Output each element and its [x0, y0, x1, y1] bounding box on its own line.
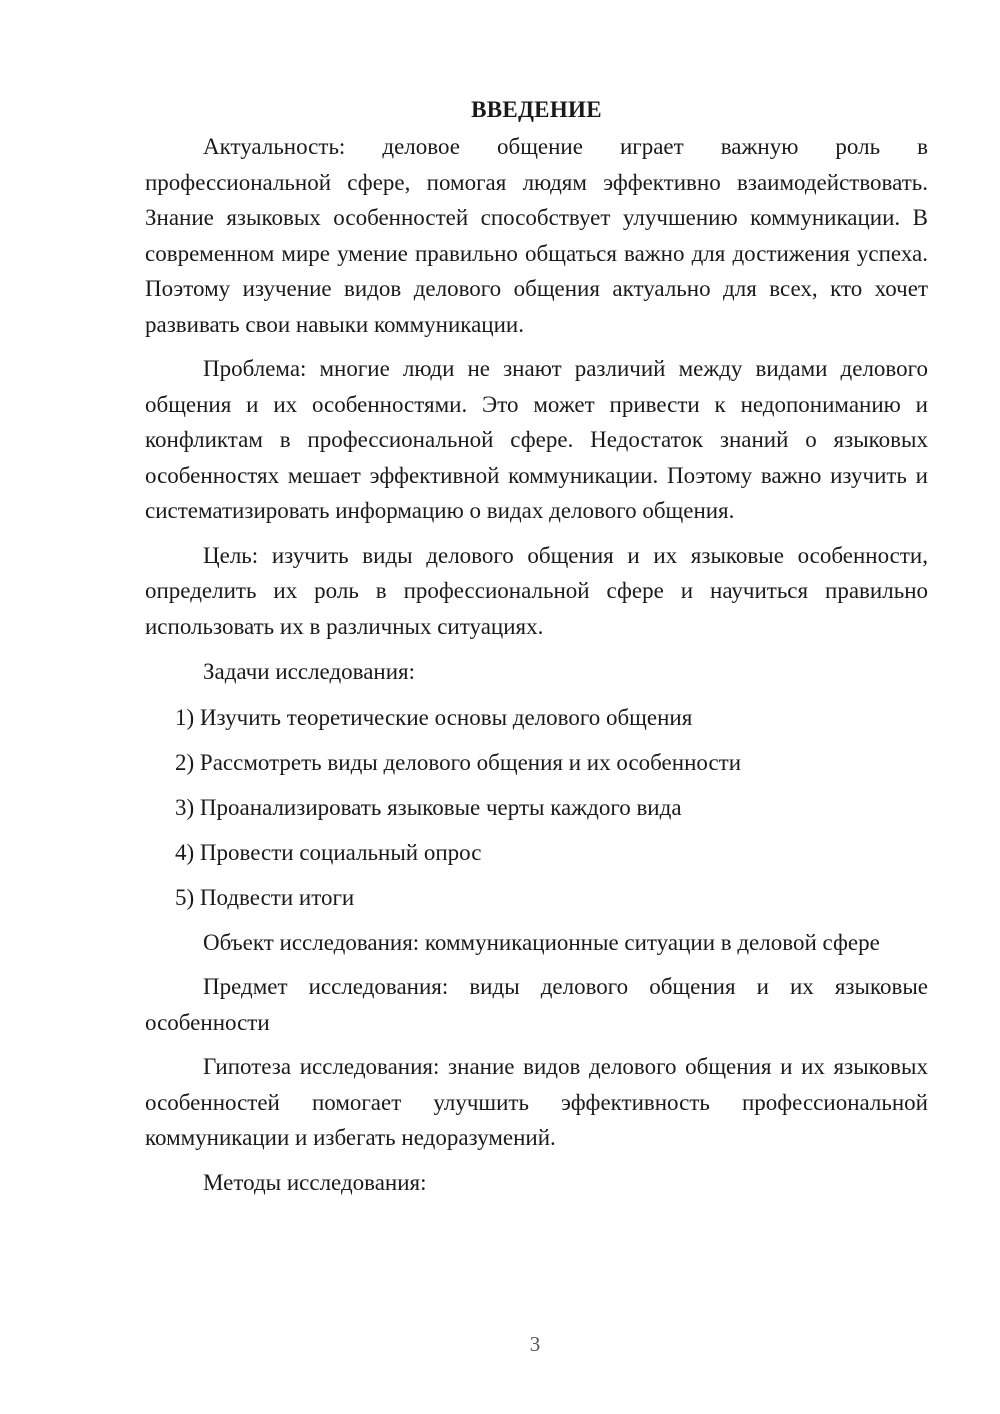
task-item-2: 2) Рассмотреть виды делового общения и их особенности: [175, 749, 742, 775]
task-item-4: 4) Провести социальный опрос: [175, 839, 482, 865]
task-item-1: 1) Изучить теоретические основы делового общения: [175, 704, 693, 730]
goal-paragraph: Цель: изучить виды делового общения и их языковые особенности, определить их роль в профессиональной сфере и научиться правильно использовать их в различных ситуациях.: [145, 542, 928, 639]
task-item-3: 3) Проанализировать языковые черты каждого вида: [175, 794, 682, 820]
tasks-heading: Задачи исследования:: [203, 659, 416, 684]
section-title: ВВЕДЕНИЕ: [471, 97, 602, 122]
task-item-5: 5) Подвести итоги: [175, 884, 355, 910]
relevance-paragraph: Актуальность: деловое общение играет важную роль в профессиональной сфере, помогая людям эффективно взаимодействовать. Знание языковых особенностей способствует улучшению коммуникации. В современном мире умение правильно общаться важно для достижения успеха. Поэтому изучение видов делового общения актуально для всех, кто хочет развивать свои навыки коммуникации.: [145, 134, 928, 337]
tasks-list: [145, 700, 928, 916]
page-content: [145, 92, 928, 1200]
methods-heading: Методы исследования:: [203, 1169, 427, 1195]
page-number: 3: [529, 1332, 541, 1356]
problem-paragraph: Проблема: многие люди не знают различий между видами делового общения и их особенностями. Это может привести к недопониманию и конфликтам в профессиональной сфере. Недостаток знаний о языковых особенностях мешает эффективной коммуникации. Поэтому важно изучить и систематизировать информацию о видах делового общения.: [145, 356, 928, 523]
subject-paragraph: Предмет исследования: виды делового общения и их языковые особенности: [145, 974, 928, 1035]
hypothesis-paragraph: Гипотеза исследования: знание видов делового общения и их языковых особенностей помогает улучшить эффективность профессиональной коммуникации и избегать недоразумений.: [145, 1054, 928, 1150]
object-paragraph: Объект исследования: коммуникационные ситуации в деловой сфере: [203, 929, 880, 955]
